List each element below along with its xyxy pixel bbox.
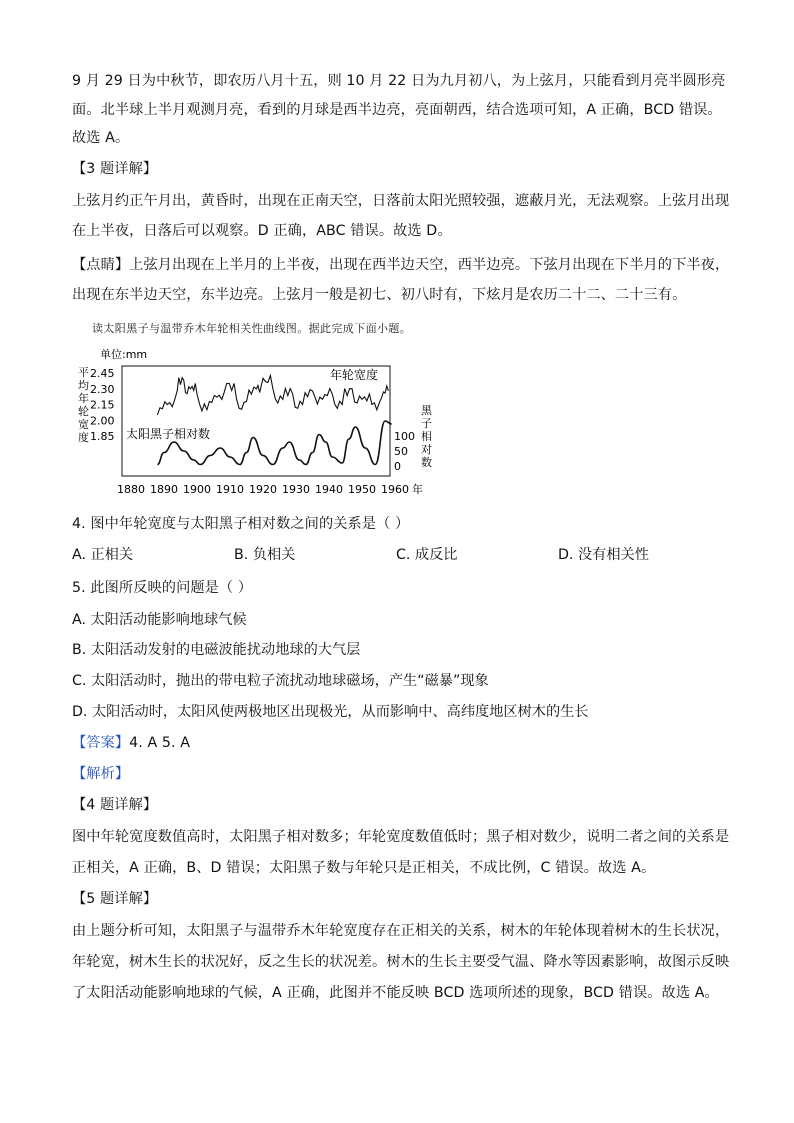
- section-heading: 【5 题详解】: [72, 891, 158, 907]
- figure-caption: 读太阳黑子与温带乔木年轮相关性曲线图。据此完成下面小题。: [92, 322, 412, 335]
- paragraph-line: 面。北半球上半月观测月亮，看到的月球是西半边亮，亮面朝西，结合选项可知，A 正确，BCD 错误。: [72, 102, 722, 118]
- right-axis-label: [421, 404, 433, 469]
- left-tick-label: 2.15: [90, 398, 115, 412]
- x-tick-label: 1900: [183, 483, 211, 496]
- plot-frame: [122, 366, 390, 476]
- paragraph-line: 9 月 29 日为中秋节，即农历八月十五，则 10 月 22 日为九月初八，为上弦月，只能看到月亮半圆形亮: [72, 73, 726, 89]
- tip-line: 【点睛】上弦月出现在上半月的上半夜，出现在西半边天空，西半边亮。下弦月出现在下半月的下半夜，: [72, 257, 730, 273]
- x-tick-label: 1960: [381, 483, 409, 496]
- q5-option-a[interactable]: A. 太阳活动能影响地球气候: [72, 612, 247, 628]
- paragraph-line: 在上半夜，日落后可以观察。D 正确，ABC 错误。故选 D。: [72, 223, 452, 239]
- answer-text: 4. A 5. A: [129, 735, 191, 751]
- x-tick-label: 1950: [348, 483, 376, 496]
- paragraph-line: 上弦月约正午月出，黄昏时，出现在正南天空，日落前太阳光照较强，遮蔽月光，无法观察。上弦月出现: [72, 193, 730, 209]
- series-label-ring: 年轮宽度: [330, 368, 379, 382]
- x-tick-label: 1910: [216, 483, 244, 496]
- sunspot-treering-chart: [72, 340, 452, 500]
- q5-option-c[interactable]: C. 太阳活动时，抛出的带电粒子流扰动地球磁场，产生“磁暴”现象: [72, 673, 489, 689]
- paragraph-line: 图中年轮宽度数值高时，太阳黑子相对数多；年轮宽度数值低时；黑子相对数少，说明二者之间的关系是: [72, 829, 730, 845]
- x-tick-labels: [117, 483, 409, 496]
- left-axis-label-text: 平均年轮宽度: [78, 366, 89, 444]
- paragraph-line: 故选 A。: [72, 130, 130, 146]
- left-axis-label: [78, 366, 89, 444]
- q5-option-d[interactable]: D. 太阳活动时，太阳风使两极地区出现极光，从而影响中、高纬度地区树木的生长: [72, 704, 589, 720]
- q4-option-b[interactable]: B. 负相关: [234, 547, 296, 563]
- x-tick-label: 1880: [117, 483, 145, 496]
- right-tick-label: 0: [394, 460, 401, 473]
- question-4: 4. 图中年轮宽度与太阳黑子相对数之间的关系是（ ）: [72, 516, 410, 532]
- left-tick-label: 2.00: [90, 414, 115, 428]
- right-tick-label: 100: [394, 430, 415, 443]
- chart-unit-label: 单位:mm: [100, 348, 148, 361]
- svg-text:黑子相对数: 黑子相对数: [421, 404, 432, 469]
- right-tick-labels: [394, 430, 415, 473]
- x-tick-label: 1930: [282, 483, 310, 496]
- paragraph-line: 正相关，A 正确，B、D 错误；太阳黑子数与年轮只是正相关，不成比例，C 错误。故选 A。: [72, 860, 656, 876]
- q4-option-c[interactable]: C. 成反比: [396, 547, 458, 563]
- x-tick-label: 1940: [315, 483, 343, 496]
- left-tick-labels: [90, 367, 115, 443]
- left-tick-label: 2.30: [90, 382, 115, 396]
- answer-line: [72, 733, 190, 753]
- right-tick-label: 50: [394, 445, 408, 458]
- paragraph-line: 由上题分析可知，太阳黑子与温带乔木年轮宽度存在正相关的关系，树木的年轮体现着树木的生长状况，: [72, 923, 730, 939]
- paragraph-line: 年轮宽，树木生长的状况好，反之生长的状况差。树木的生长主要受气温、降水等因素影响，故图示反映: [72, 954, 730, 970]
- section-heading: 【4 题详解】: [72, 797, 158, 813]
- series-label-sunspot: 太阳黑子相对数: [126, 427, 211, 441]
- x-axis-unit: 年: [412, 483, 423, 496]
- tip-line: 出现在东半边天空，东半边亮。上弦月一般是初七、初八时有，下炫月是农历二十二、二十三有。: [72, 287, 687, 303]
- q4-option-d[interactable]: D. 没有相关性: [558, 547, 649, 563]
- paragraph-line: 了太阳活动能影响地球的气候，A 正确，此图并不能反映 BCD 选项所述的现象，BCD 错误。故选 A。: [72, 985, 719, 1001]
- q5-option-b[interactable]: B. 太阳活动发射的电磁波能扰动地球的大气层: [72, 642, 361, 658]
- x-tick-label: 1890: [150, 483, 178, 496]
- question-5: 5. 此图所反映的问题是（ ）: [72, 580, 253, 596]
- left-tick-label: 1.85: [90, 430, 115, 443]
- section-heading: 【3 题详解】: [72, 161, 158, 177]
- analysis-tag: 【解析】: [72, 766, 130, 782]
- x-tick-label: 1920: [249, 483, 277, 496]
- q4-option-a[interactable]: A. 正相关: [72, 547, 134, 563]
- answer-tag: 【答案】: [72, 735, 130, 751]
- left-tick-label: 2.45: [90, 367, 115, 380]
